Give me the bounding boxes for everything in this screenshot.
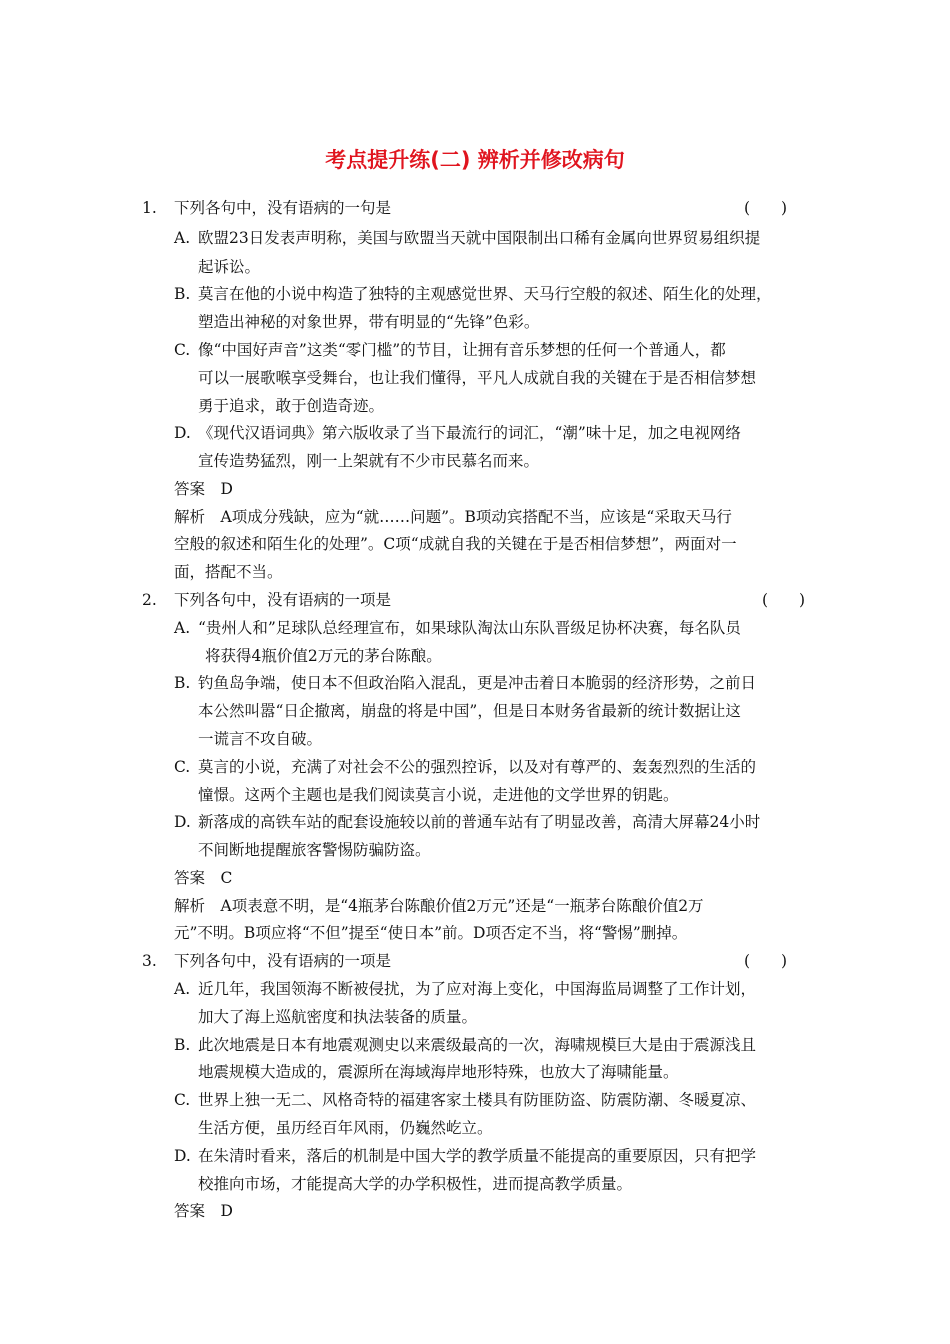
option-text: 宣传造势猛烈，刚一上架就有不少市民慕名而来。 — [198, 452, 540, 470]
option-label: C. — [174, 341, 191, 359]
analysis-text: 空般的叙述和陌生化的处理”。C项“成就自我的关键在于是否相信梦想”，两面对一 — [174, 535, 737, 553]
option-text: 地震规模大造成的，震源所在海域海岸地形特殊，也放大了海啸能量。 — [198, 1063, 679, 1081]
option-text: 新落成的高铁车站的配套设施较以前的普通车站有了明显改善，高清大屏幕24小时 — [198, 813, 761, 831]
option-text: 近几年，我国领海不断被侵扰，为了应对海上变化，中国海监局调整了工作计划， — [198, 980, 757, 998]
answer-blank: ( ) — [744, 199, 788, 217]
option-label: D. — [174, 424, 191, 442]
option-label: C. — [174, 758, 191, 776]
option-text: 起诉讼。 — [198, 258, 261, 276]
answer: 答案 C — [174, 869, 233, 887]
option-text: 像“中国好声音”这类“零门槛”的节目，让拥有音乐梦想的任何一个普通人，都 — [198, 341, 726, 359]
question-stem: 下列各句中，没有语病的一项是 — [174, 952, 392, 970]
page-title: 考点提升练(二) 辨析并修改病句 — [325, 148, 625, 172]
analysis-text: 解析 A项表意不明，是“4瓶茅台陈酿价值2万元”还是“一瓶茅台陈酿价值2万 — [174, 897, 704, 915]
answer-blank: ( ) — [762, 591, 806, 609]
option-label: A. — [174, 619, 191, 637]
option-text: 一谎言不攻自破。 — [198, 730, 323, 748]
option-text: 莫言的小说，充满了对社会不公的强烈控诉，以及对有尊严的、轰轰烈烈的生活的 — [198, 758, 757, 776]
option-text: 加大了海上巡航密度和执法装备的质量。 — [198, 1008, 478, 1026]
option-text: 不间断地提醒旅客警惕防骗防盗。 — [198, 841, 431, 859]
question-number: 1. — [142, 199, 157, 217]
option-label: D. — [174, 1147, 191, 1165]
analysis-text: 元”不明。B项应将“不但”提至“使日本”前。D项否定不当，将“警惕”删掉。 — [174, 924, 688, 942]
option-text: 《现代汉语词典》第六版收录了当下最流行的词汇，“潮”味十足，加之电视网络 — [198, 424, 741, 442]
option-label: D. — [174, 813, 191, 831]
option-text: 本公然叫嚣“日企撤离，崩盘的将是中国”，但是日本财务省最新的统计数据让这 — [198, 702, 741, 720]
option-label: B. — [174, 285, 191, 303]
option-label: A. — [174, 980, 191, 998]
option-text: 世界上独一无二、风格奇特的福建客家土楼具有防匪防盗、防震防潮、冬暖夏凉、 — [198, 1091, 757, 1109]
analysis-text: 面，搭配不当。 — [174, 563, 283, 581]
option-text: 钓鱼岛争端，使日本不但政治陷入混乱，更是冲击着日本脆弱的经济形势，之前日 — [198, 674, 757, 692]
option-text: “贵州人和”足球队总经理宣布，如果球队淘汰山东队晋级足协杯决赛，每名队员 — [198, 619, 741, 637]
question-stem: 下列各句中，没有语病的一句是 — [174, 199, 392, 217]
option-text: 校推向市场，才能提高大学的办学积极性，进而提高教学质量。 — [198, 1175, 633, 1193]
option-text: 莫言在他的小说中构造了独特的主观感觉世界、天马行空般的叙述、陌生化的处理， — [198, 285, 772, 303]
option-text: 生活方便，虽历经百年风雨，仍巍然屹立。 — [198, 1119, 493, 1137]
option-text: 在朱清时看来，落后的机制是中国大学的教学质量不能提高的重要原因，只有把学 — [198, 1147, 757, 1165]
question-number: 2. — [142, 591, 157, 609]
option-text: 欧盟23日发表声明称，美国与欧盟当天就中国限制出口稀有金属向世界贸易组织提 — [198, 229, 761, 247]
option-text: 将获得4瓶价值2万元的茅台陈酿。 — [205, 647, 442, 665]
option-label: A. — [174, 229, 191, 247]
answer: 答案 D — [174, 1202, 233, 1220]
option-label: B. — [174, 1036, 191, 1054]
answer-blank: ( ) — [744, 952, 788, 970]
answer: 答案 D — [174, 480, 233, 498]
option-text: 可以一展歌喉享受舞台，也让我们懂得，平凡人成就自我的关键在于是否相信梦想 — [198, 369, 757, 387]
analysis-text: 解析 A项成分残缺，应为“就……问题”。B项动宾搭配不当，应该是“采取天马行 — [174, 508, 732, 526]
option-label: C. — [174, 1091, 191, 1109]
option-text: 塑造出神秘的对象世界，带有明显的“先锋”色彩。 — [198, 313, 540, 331]
question-number: 3. — [142, 952, 157, 970]
question-stem: 下列各句中，没有语病的一项是 — [174, 591, 392, 609]
option-text: 勇于追求，敢于创造奇迹。 — [198, 397, 385, 415]
option-label: B. — [174, 674, 191, 692]
option-text: 憧憬。这两个主题也是我们阅读莫言小说，走进他的文学世界的钥匙。 — [198, 786, 679, 804]
option-text: 此次地震是日本有地震观测史以来震级最高的一次，海啸规模巨大是由于震源浅且 — [198, 1036, 757, 1054]
